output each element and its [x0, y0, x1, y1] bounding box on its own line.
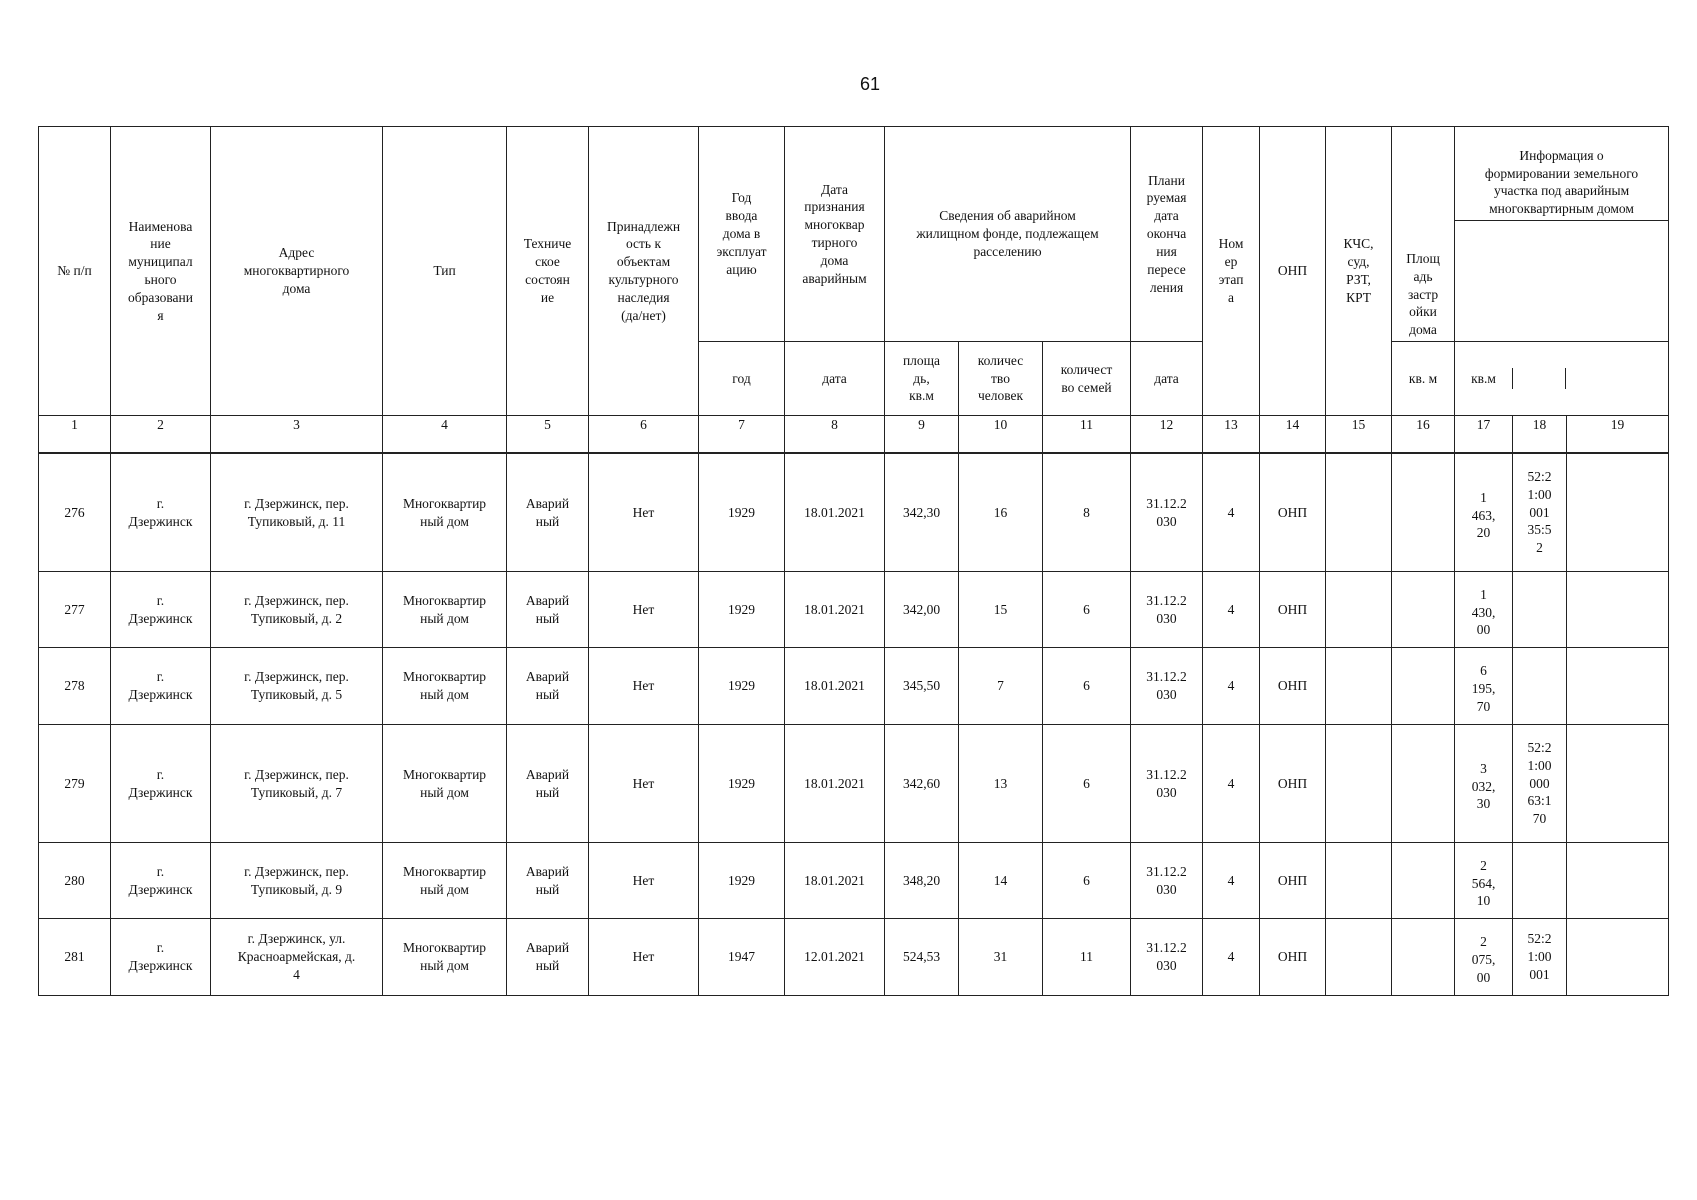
- cell-char: [1567, 454, 1669, 572]
- header-col-3: Адрес многоквартирного дома: [211, 127, 383, 416]
- cell-char: [1567, 919, 1669, 996]
- cell-n: 278: [39, 648, 111, 725]
- cell-cadastral: [1513, 843, 1567, 919]
- cell-people: 31: [959, 919, 1043, 996]
- table-row: [39, 648, 1669, 725]
- cell-area: 342,60: [885, 725, 959, 843]
- cell-date: 18.01.2021: [785, 725, 885, 843]
- header-col-7: Год ввода дома в эксплуат ацию: [699, 127, 785, 342]
- cell-build-area: [1392, 919, 1455, 996]
- column-number-row: [39, 416, 1669, 453]
- column-number: 7: [699, 416, 785, 453]
- cell-n: 280: [39, 843, 111, 919]
- cell-build-area: [1392, 648, 1455, 725]
- cell-mun: г. Дзержинск: [111, 919, 211, 996]
- cell-stage: 4: [1203, 648, 1260, 725]
- cell-state: Аварий ный: [507, 919, 589, 996]
- cell-addr: г. Дзержинск, пер. Тупиковый, д. 5: [211, 648, 383, 725]
- header-col-12: Плани руемая дата оконча ния пересе ления: [1131, 127, 1203, 342]
- cell-cadastral: 52:2 1:00 001 35:5 2: [1513, 454, 1567, 572]
- header-sub-19-blank: [1566, 368, 1668, 390]
- cell-n: 281: [39, 919, 111, 996]
- cell-type: Многоквартир ный дом: [383, 725, 507, 843]
- cell-families: 8: [1043, 454, 1131, 572]
- cell-stage: 4: [1203, 572, 1260, 648]
- column-number: 8: [785, 416, 885, 453]
- cell-heritage: Нет: [589, 843, 699, 919]
- cell-date: 18.01.2021: [785, 648, 885, 725]
- cell-state: Аварий ный: [507, 725, 589, 843]
- cell-date: 18.01.2021: [785, 572, 885, 648]
- cell-land-area: 1 463, 20: [1455, 454, 1513, 572]
- header-sub-9: площа дь, кв.м: [885, 342, 959, 416]
- cell-area: 348,20: [885, 843, 959, 919]
- cell-heritage: Нет: [589, 919, 699, 996]
- column-number: 18: [1513, 416, 1567, 453]
- cell-cadastral: 52:2 1:00 000 63:1 70: [1513, 725, 1567, 843]
- cell-plan: 31.12.2 030: [1131, 454, 1203, 572]
- cell-plan: 31.12.2 030: [1131, 843, 1203, 919]
- column-number: 16: [1392, 416, 1455, 453]
- cell-year: 1947: [699, 919, 785, 996]
- cell-mun: г. Дзержинск: [111, 725, 211, 843]
- cell-kchs: [1326, 648, 1392, 725]
- cell-kchs: [1326, 919, 1392, 996]
- cell-state: Аварий ный: [507, 843, 589, 919]
- column-number: 14: [1260, 416, 1326, 453]
- cell-mun: г. Дзержинск: [111, 843, 211, 919]
- cell-cadastral: [1513, 572, 1567, 648]
- header-col-2: Наименова ние муниципал ьного образовани я: [111, 127, 211, 416]
- column-number: 5: [507, 416, 589, 453]
- cell-area: 345,50: [885, 648, 959, 725]
- cell-type: Многоквартир ный дом: [383, 572, 507, 648]
- cell-date: 18.01.2021: [785, 454, 885, 572]
- cell-char: [1567, 725, 1669, 843]
- column-number: 10: [959, 416, 1043, 453]
- cell-state: Аварий ный: [507, 572, 589, 648]
- cell-families: 11: [1043, 919, 1131, 996]
- table-body: [39, 454, 1669, 996]
- cell-year: 1929: [699, 843, 785, 919]
- cell-year: 1929: [699, 454, 785, 572]
- cell-families: 6: [1043, 648, 1131, 725]
- header-col-8: Дата признания многоквар тирного дома аварийным: [785, 127, 885, 342]
- cell-type: Многоквартир ный дом: [383, 843, 507, 919]
- cell-year: 1929: [699, 648, 785, 725]
- cell-land-area: 2 564, 10: [1455, 843, 1513, 919]
- header-col-16: Площ адь застр ойки дома: [1392, 127, 1455, 342]
- cell-build-area: [1392, 572, 1455, 648]
- column-number: 13: [1203, 416, 1260, 453]
- header-sub-17: кв.м: [1455, 368, 1513, 390]
- header-sub-10: количес тво человек: [959, 342, 1043, 416]
- emergency-housing-table: [38, 126, 1669, 996]
- column-number: 17: [1455, 416, 1513, 453]
- cell-land-area: 1 430, 00: [1455, 572, 1513, 648]
- cell-addr: г. Дзержинск, пер. Тупиковый, д. 7: [211, 725, 383, 843]
- column-number: 19: [1567, 416, 1669, 453]
- page-number: 61: [859, 74, 881, 94]
- table-row: [39, 572, 1669, 648]
- cell-state: Аварий ный: [507, 648, 589, 725]
- cell-type: Многоквартир ный дом: [383, 648, 507, 725]
- cell-addr: г. Дзержинск, пер. Тупиковый, д. 9: [211, 843, 383, 919]
- cell-people: 16: [959, 454, 1043, 572]
- cell-addr: г. Дзержинск, ул. Красноармейская, д. 4: [211, 919, 383, 996]
- cell-kchs: [1326, 572, 1392, 648]
- cell-addr: г. Дзержинск, пер. Тупиковый, д. 11: [211, 454, 383, 572]
- cell-state: Аварий ный: [507, 454, 589, 572]
- cell-build-area: [1392, 843, 1455, 919]
- cell-mun: г. Дзержинск: [111, 572, 211, 648]
- header-group-9-11: Сведения об аварийном жилищном фонде, подлежащем расселению: [885, 127, 1131, 342]
- table-row: [39, 843, 1669, 919]
- header-sub-12: дата: [1131, 342, 1203, 416]
- cell-cadastral: [1513, 648, 1567, 725]
- column-number: 2: [111, 416, 211, 453]
- cell-n: 279: [39, 725, 111, 843]
- cell-stage: 4: [1203, 454, 1260, 572]
- header-sub-11: количест во семей: [1043, 342, 1131, 416]
- column-number: 1: [39, 416, 111, 453]
- cell-onp: ОНП: [1260, 843, 1326, 919]
- cell-char: [1567, 843, 1669, 919]
- column-number: 9: [885, 416, 959, 453]
- cell-people: 15: [959, 572, 1043, 648]
- cell-kchs: [1326, 725, 1392, 843]
- cell-people: 13: [959, 725, 1043, 843]
- cell-n: 277: [39, 572, 111, 648]
- header-sub-8: дата: [785, 342, 885, 416]
- header-sub-18-blank: [1513, 368, 1566, 390]
- table-row: [39, 454, 1669, 572]
- cell-char: [1567, 572, 1669, 648]
- header-col-1: № п/п: [39, 127, 111, 416]
- header-col-14: ОНП: [1260, 127, 1326, 416]
- cell-year: 1929: [699, 572, 785, 648]
- header-sub-17-19: [1455, 342, 1669, 416]
- cell-land-area: 2 075, 00: [1455, 919, 1513, 996]
- cell-families: 6: [1043, 725, 1131, 843]
- cell-build-area: [1392, 454, 1455, 572]
- cell-heritage: Нет: [589, 725, 699, 843]
- header-col-6: Принадлежн ость к объектам культурного наследия (да/нет): [589, 127, 699, 416]
- column-number: 6: [589, 416, 699, 453]
- cell-onp: ОНП: [1260, 919, 1326, 996]
- header-group-17-19: [1455, 127, 1669, 342]
- cell-plan: 31.12.2 030: [1131, 648, 1203, 725]
- cell-addr: г. Дзержинск, пер. Тупиковый, д. 2: [211, 572, 383, 648]
- header-col-5: Техниче ское состоян ие: [507, 127, 589, 416]
- column-number: 3: [211, 416, 383, 453]
- cell-stage: 4: [1203, 843, 1260, 919]
- cell-people: 14: [959, 843, 1043, 919]
- cell-plan: 31.12.2 030: [1131, 572, 1203, 648]
- cell-stage: 4: [1203, 919, 1260, 996]
- header-group-17-19-title: Информация о формировании земельного участка под аварийным многоквартирным домом: [1455, 145, 1668, 221]
- header-sub-16: кв. м: [1392, 342, 1455, 416]
- cell-stage: 4: [1203, 725, 1260, 843]
- cell-year: 1929: [699, 725, 785, 843]
- cell-heritage: Нет: [589, 648, 699, 725]
- cell-onp: ОНП: [1260, 648, 1326, 725]
- header-col-4: Тип: [383, 127, 507, 416]
- cell-date: 18.01.2021: [785, 843, 885, 919]
- table-row: [39, 919, 1669, 996]
- cell-cadastral: 52:2 1:00 001: [1513, 919, 1567, 996]
- cell-people: 7: [959, 648, 1043, 725]
- cell-area: 342,00: [885, 572, 959, 648]
- column-number: 15: [1326, 416, 1392, 453]
- cell-area: 342,30: [885, 454, 959, 572]
- cell-kchs: [1326, 454, 1392, 572]
- cell-land-area: 3 032, 30: [1455, 725, 1513, 843]
- cell-mun: г. Дзержинск: [111, 454, 211, 572]
- header-col-15: КЧС, суд, РЗТ, КРТ: [1326, 127, 1392, 416]
- cell-mun: г. Дзержинск: [111, 648, 211, 725]
- column-number: 12: [1131, 416, 1203, 453]
- cell-heritage: Нет: [589, 572, 699, 648]
- table-row: [39, 725, 1669, 843]
- cell-kchs: [1326, 843, 1392, 919]
- cell-onp: ОНП: [1260, 454, 1326, 572]
- cell-build-area: [1392, 725, 1455, 843]
- column-number: 4: [383, 416, 507, 453]
- cell-date: 12.01.2021: [785, 919, 885, 996]
- cell-onp: ОНП: [1260, 725, 1326, 843]
- cell-plan: 31.12.2 030: [1131, 919, 1203, 996]
- column-number: 11: [1043, 416, 1131, 453]
- cell-families: 6: [1043, 572, 1131, 648]
- cell-n: 276: [39, 454, 111, 572]
- header-sub-7: год: [699, 342, 785, 416]
- header-sub-17-19-grid: [1455, 368, 1668, 390]
- cell-families: 6: [1043, 843, 1131, 919]
- cell-type: Многоквартир ный дом: [383, 454, 507, 572]
- cell-plan: 31.12.2 030: [1131, 725, 1203, 843]
- cell-type: Многоквартир ный дом: [383, 919, 507, 996]
- cell-land-area: 6 195, 70: [1455, 648, 1513, 725]
- cell-onp: ОНП: [1260, 572, 1326, 648]
- cell-area: 524,53: [885, 919, 959, 996]
- cell-heritage: Нет: [589, 454, 699, 572]
- cell-char: [1567, 648, 1669, 725]
- header-col-13: Ном ер этап а: [1203, 127, 1260, 416]
